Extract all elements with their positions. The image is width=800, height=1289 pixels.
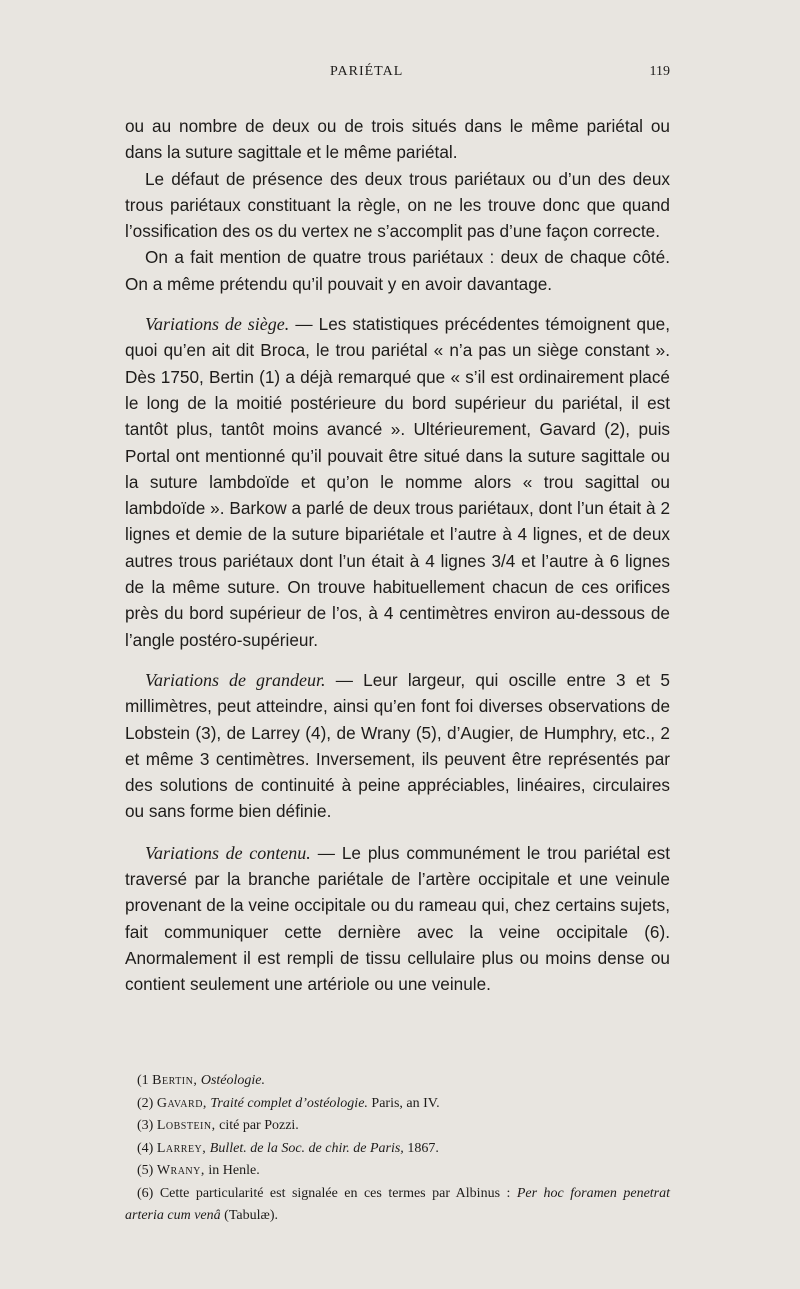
- footnote-title: Ostéologie.: [200, 1073, 266, 1088]
- footnote-author: Wrany,: [156, 1163, 205, 1178]
- footnote-detail: in Henle.: [208, 1163, 260, 1178]
- section-text-grandeur: — Leur largeur, qui oscille entre 3 et 5 millimètres, peut atteindre, ainsi qu’en font foi diverses observations de Lobstein (3), de Larrey (4), de Wrany (5), d’Augier, de Humphry, etc., 2 et même 3 centimètres. Inversement, ils peuvent être représentés par des solutions de continuité à peine appréciables, linéaires, circulaires ou sans forme bien définie.: [125, 669, 670, 822]
- footnote-number: (6): [137, 1185, 154, 1201]
- section-text-siege: — Les statistiques précédentes témoignent que, quoi qu’en ait dit Broca, le trou pariétal « n’a pas un siège constant ». Dès 1750, Bertin (1) a déjà remarqué que « s’il est ordinairement placé le long de la moitié postérieure du bord supérieur du pariétal, il est tantôt plus, tantôt moins avancé ». Ultérieurement, Gavard (2), puis Portal ont mentionné qu’il pouvait être situé dans la suture sagittale ou la suture lambdoïde et qu’on le nomme alors « trou sagittal ou lambdoïde ». Barkow a parlé de deux trous pariétaux, dont l’un était à 2 lignes et demie de la suture bipariétale et l’autre à 4 lignes, et de deux autres trous pariétaux dont l’un était à 4 lignes 3/4 et l’autre à 6 lignes de la même suture. On trouve habituellement chacun de ces orifices près du bord supérieur de l’os, à 4 centimètres environ au-dessous de l’angle postéro-supérieur.: [125, 314, 670, 650]
- footnote-3: [125, 1115, 670, 1138]
- footnote-title: Bullet. de la Soc. de chir. de Paris,: [209, 1140, 404, 1156]
- footnote-4: [125, 1138, 670, 1161]
- section-contenu: [125, 840, 670, 998]
- section-heading-contenu: Variations de contenu.: [145, 842, 311, 863]
- section-siege: [125, 311, 670, 653]
- footnote-6: [125, 1183, 670, 1228]
- footnote-number: (2): [137, 1095, 154, 1111]
- footnote-author: Gavard,: [156, 1095, 207, 1111]
- paragraph-absence: Le défaut de présence des deux trous pariétaux ou d’un des deux trous pariétaux constituant la règle, on ne les trouve donc que quand l’ossification des os du vertex ne s’accomplit pas d’une façon correcte.: [125, 168, 670, 242]
- footnote-author: Bertin,: [152, 1073, 198, 1088]
- running-head: PARIÉTAL: [330, 64, 404, 79]
- footnote-detail: Paris, an IV.: [371, 1095, 440, 1111]
- section-text-contenu: — Le plus communément le trou pariétal est traversé par la branche pariétale de l’artère occipitale et une veinule provenant de la veine occipitale ou du rameau qui, chez certains sujets, fait communiquer cette dernière avec la veine occipitale (6). Anormalement il est rempli de tissu cellulaire plus ou moins dense ou contient seulement une artériole ou une veinule.: [125, 842, 671, 995]
- footnote-number: (4): [137, 1140, 154, 1156]
- footnote-title: Traité complet d’ostéologie.: [210, 1095, 368, 1111]
- body-text: [125, 113, 670, 998]
- footnote-2: [125, 1093, 670, 1116]
- footnote-detail: Cette particularité est signalée en ces termes par Albinus :: [159, 1185, 511, 1201]
- paragraph-four-holes: On a fait mention de quatre trous pariétaux : deux de chaque côté. On a même prétendu qu’il pouvait y en avoir davantage.: [125, 247, 670, 294]
- section-heading-siege: Variations de siège.: [145, 314, 290, 335]
- section-grandeur: [125, 667, 670, 825]
- footnote-5: [125, 1160, 670, 1183]
- page-number: 119: [649, 64, 670, 79]
- footnote-detail: 1867.: [407, 1140, 439, 1156]
- footnote-author: Lobstein,: [156, 1118, 216, 1133]
- paragraph-continuation: ou au nombre de deux ou de trois situés dans le même pariétal ou dans la suture sagittale et le même pariétal.: [125, 116, 670, 163]
- page-header: [330, 62, 670, 88]
- footnote-number: (3): [137, 1118, 154, 1133]
- footnote-quote: Per hoc foramen penetrat arteria cum venâ: [125, 1185, 671, 1223]
- footnote-author: Larrey,: [156, 1140, 207, 1156]
- footnotes: [125, 1070, 670, 1228]
- footnote-detail: cité par Pozzi.: [219, 1118, 299, 1133]
- footnote-1: [125, 1070, 670, 1093]
- section-heading-grandeur: Variations de grandeur.: [145, 669, 326, 690]
- footnote-number: (1: [137, 1073, 149, 1088]
- footnote-number: (5): [137, 1163, 154, 1178]
- footnote-source: (Tabulæ).: [224, 1208, 278, 1223]
